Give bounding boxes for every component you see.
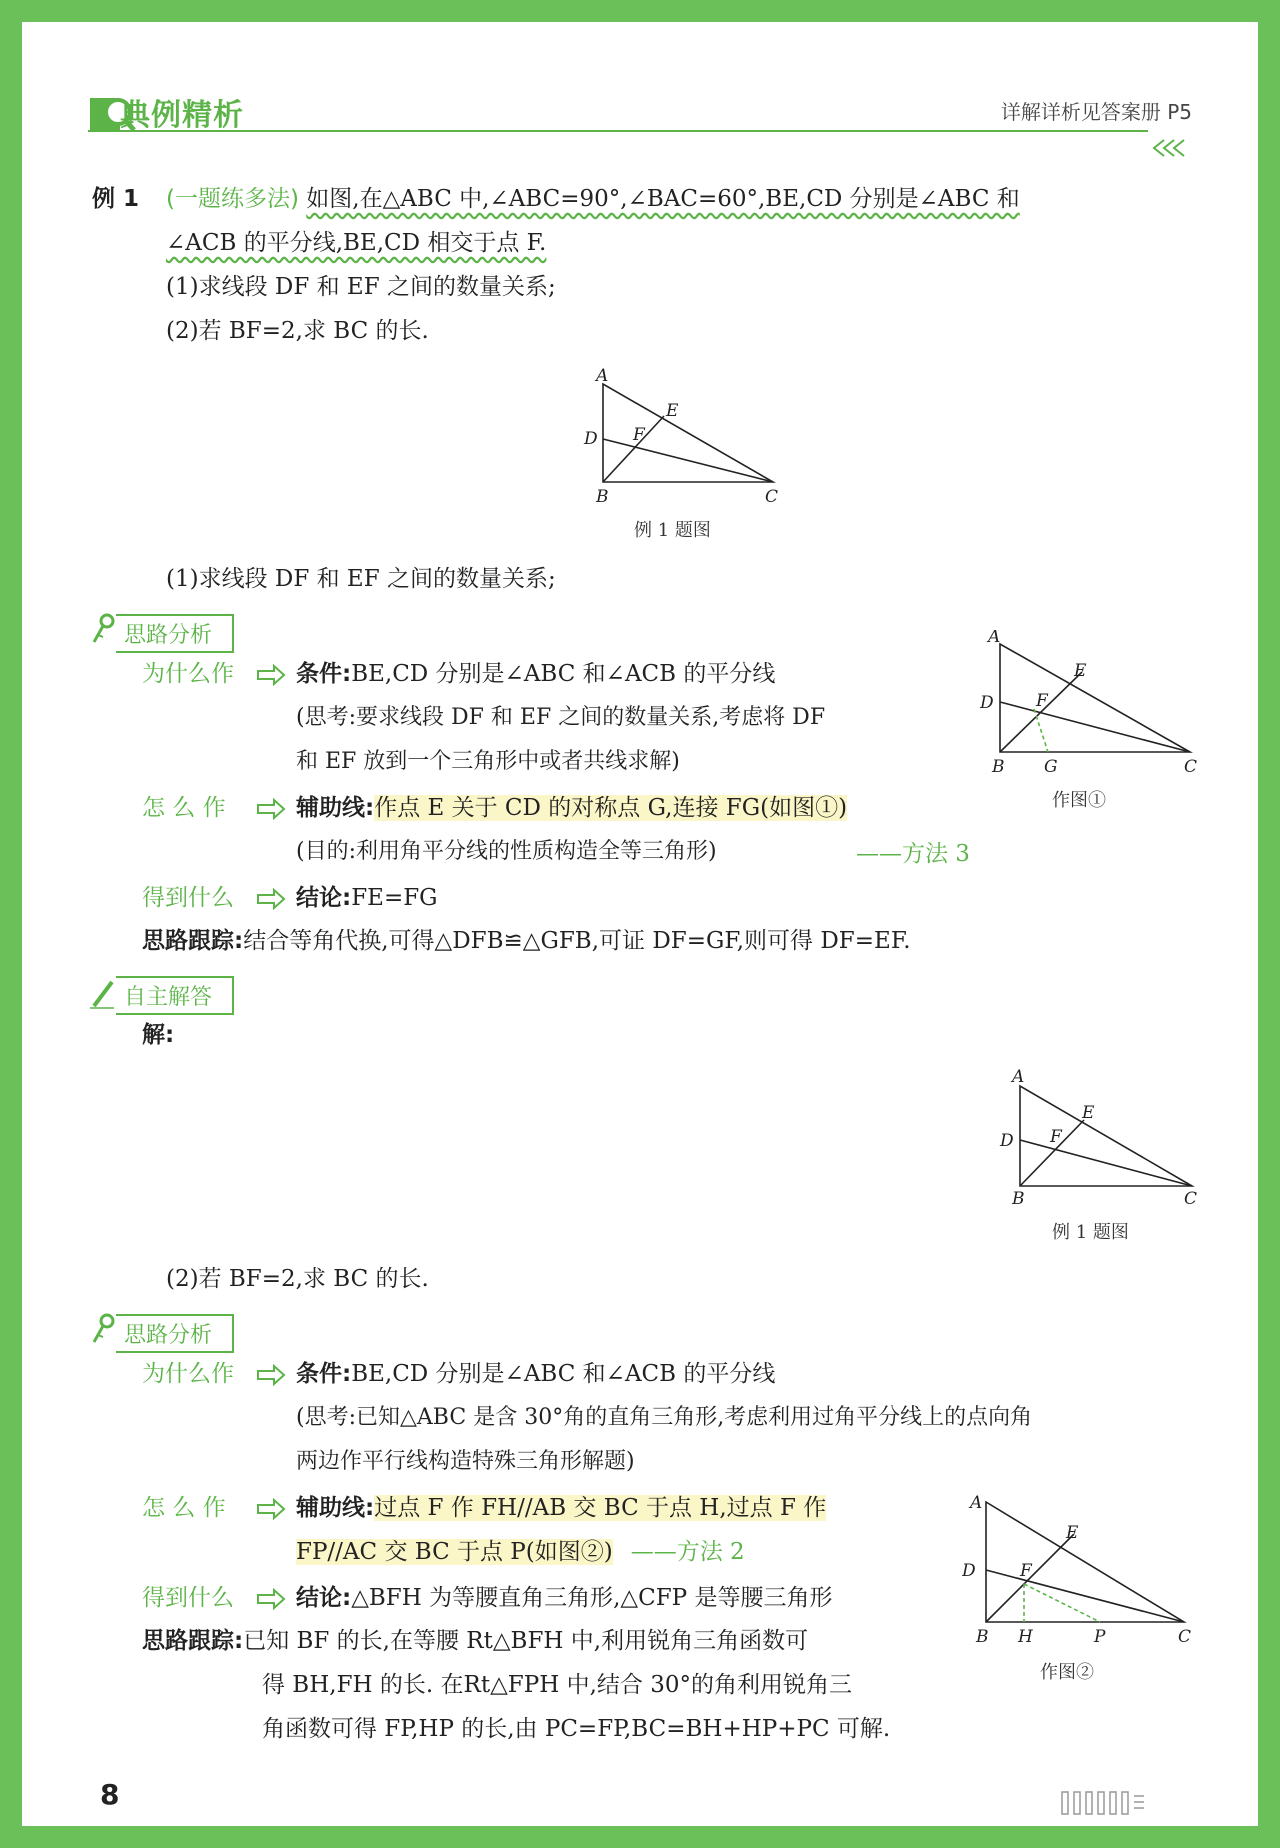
fig2-label-P: P: [1094, 1627, 1106, 1647]
part1-trace-line: [142, 926, 911, 956]
part1-why-label: 为什么作: [142, 661, 234, 687]
part2-how-key: 辅助线:: [296, 1495, 375, 1521]
solution-label: 解:: [142, 1022, 175, 1048]
part1-how-line: [296, 793, 847, 823]
part2-get-text: △BFH 为等腰直角三角形,△CFP 是等腰三角形: [351, 1585, 833, 1611]
label-D: D: [584, 429, 598, 449]
arrow-icon: [256, 798, 286, 820]
label-C: C: [765, 487, 779, 507]
example-tag: (一题练多法): [166, 186, 299, 212]
example-q2: (2)若 BF=2,求 BC 的长.: [166, 318, 429, 344]
self-answer-label: 自主解答: [116, 976, 234, 1015]
fig1-label-D: D: [980, 693, 994, 713]
fig1-label-G: G: [1044, 757, 1058, 777]
key-icon: [90, 612, 116, 646]
part2-trace-line-2: 得 BH,FH 的长. 在Rt△FPH 中,结合 30°的角利用锐角三: [262, 1672, 852, 1698]
section-title: 典例精析: [120, 98, 244, 133]
part2-analysis-label: 思路分析: [116, 1314, 234, 1353]
part2-how-text-2: FP//AC 交 BC 于点 P(如图②): [296, 1539, 613, 1565]
part2-question: (2)若 BF=2,求 BC 的长.: [166, 1266, 429, 1292]
example-text-1: 如图,在△ABC 中,∠ABC=90°,∠BAC=60°,BE,CD 分别是∠ABC 和: [306, 186, 1020, 212]
header-rule: [88, 130, 1148, 132]
part2-method: ——方法 2: [630, 1539, 745, 1565]
fig1-label-A: A: [988, 630, 1001, 647]
label-E: E: [666, 401, 679, 421]
answer-reference: 详解详析见答案册 P5: [1000, 100, 1192, 124]
part1-why-line: [296, 659, 775, 689]
part1-method: ——方法 3: [856, 841, 970, 867]
fig1-label-F: F: [1036, 691, 1048, 711]
fig3-label-E: E: [1082, 1103, 1095, 1123]
example-label: 例 1: [92, 186, 140, 212]
part1-analysis-label: 思路分析: [116, 614, 234, 653]
fig3-label-F: F: [1050, 1127, 1062, 1147]
part2-how-line-2: [296, 1537, 745, 1567]
part2-think-2: 两边作平行线构造特殊三角形解题): [296, 1449, 635, 1474]
example-figure-caption: 例 1 题图: [634, 520, 711, 541]
chevrons-icon: [1150, 136, 1190, 160]
label-A: A: [596, 366, 609, 386]
fig3-label-A: A: [1012, 1067, 1025, 1087]
example-line-2: ∠ACB 的平分线,BE,CD 相交于点 F.: [166, 230, 547, 256]
part2-how-text-1: 过点 F 作 FH//AB 交 BC 于点 H,过点 F 作: [374, 1495, 827, 1521]
part2-trace-line-3: 角函数可得 FP,HP 的长,由 PC=FP,BC=BH+HP+PC 可解.: [262, 1716, 891, 1742]
fig1-label-E: E: [1074, 661, 1087, 681]
part1-why-text: BE,CD 分别是∠ABC 和∠ACB 的平分线: [351, 661, 776, 687]
example-line-1: [166, 184, 1020, 214]
label-F: F: [633, 425, 645, 445]
fig3-label-D: D: [1000, 1131, 1014, 1151]
part2-think-1: (思考:已知△ABC 是含 30°角的直角三角形,考虑利用过角平分线上的点向角: [296, 1405, 1033, 1430]
fig1-label-B: B: [992, 757, 1005, 777]
fig3-label-B: B: [1012, 1189, 1025, 1209]
part1-get-line: [296, 883, 438, 913]
example-figure-repeat: [996, 1064, 1206, 1214]
label-B: B: [596, 487, 609, 507]
arrow-icon: [256, 888, 286, 910]
part1-why-key: 条件:: [296, 661, 352, 687]
part1-think-2: 和 EF 放到一个三角形中或者共线求解): [296, 749, 680, 774]
example-q1: (1)求线段 DF 和 EF 之间的数量关系;: [166, 274, 556, 300]
part1-get-text: FE=FG: [351, 885, 438, 911]
part2-trace-line-1: [142, 1626, 808, 1656]
part1-get-label: 得到什么: [142, 885, 234, 911]
part2-why-label: 为什么作: [142, 1361, 234, 1387]
fig2-label-A: A: [970, 1493, 983, 1513]
fig3-label-C: C: [1184, 1189, 1198, 1209]
construction-figure-2-caption: 作图②: [1040, 1662, 1094, 1683]
example-figure-repeat-caption: 例 1 题图: [1052, 1222, 1129, 1243]
arrow-icon: [256, 1364, 286, 1386]
arrow-icon: [256, 1498, 286, 1520]
example-figure: [578, 364, 798, 514]
fig2-label-E: E: [1066, 1523, 1079, 1543]
part1-how-text: 作点 E 关于 CD 的对称点 G,连接 FG(如图①): [374, 795, 848, 821]
construction-figure-1-caption: 作图①: [1052, 790, 1106, 811]
part2-why-line: [296, 1359, 775, 1389]
part2-why-text: BE,CD 分别是∠ABC 和∠ACB 的平分线: [351, 1361, 776, 1387]
part2-why-key: 条件:: [296, 1361, 352, 1387]
fig2-label-F: F: [1020, 1561, 1032, 1581]
part2-get-label: 得到什么: [142, 1585, 234, 1611]
part1-get-key: 结论:: [296, 885, 352, 911]
fig2-label-C: C: [1178, 1627, 1192, 1647]
construction-figure-2: [962, 1488, 1202, 1658]
part2-get-key: 结论:: [296, 1585, 352, 1611]
part2-get-line: [296, 1583, 832, 1613]
part2-trace-1: 已知 BF 的长,在等腰 Rt△BFH 中,利用锐角三角函数可: [243, 1628, 809, 1654]
fig1-label-C: C: [1184, 757, 1198, 777]
part1-how-key: 辅助线:: [296, 795, 375, 821]
part2-how-label: 怎 么 作: [142, 1495, 226, 1521]
key-icon: [90, 1312, 116, 1346]
construction-figure-1: [978, 630, 1208, 780]
part1-how-label: 怎 么 作: [142, 795, 226, 821]
part1-trace-text: 结合等角代换,可得△DFB≌△GFB,可证 DF=GF,则可得 DF=EF.: [243, 928, 911, 954]
arrow-icon: [256, 664, 286, 686]
part2-how-line-1: [296, 1493, 826, 1523]
part1-think-1: (思考:要求线段 DF 和 EF 之间的数量关系,考虑将 DF: [296, 705, 826, 730]
part2-trace-label: 思路跟踪:: [142, 1628, 244, 1654]
arrow-icon: [256, 1588, 286, 1610]
footer-bars-icon: [1060, 1788, 1260, 1818]
fig2-label-D: D: [962, 1561, 976, 1581]
pencil-icon: [88, 976, 118, 1010]
part1-purpose: (目的:利用角平分线的性质构造全等三角形): [296, 839, 717, 864]
part1-trace-label: 思路跟踪:: [142, 928, 244, 954]
part1-question: (1)求线段 DF 和 EF 之间的数量关系;: [166, 566, 556, 592]
page-number: 8: [100, 1778, 120, 1811]
fig2-label-H: H: [1018, 1627, 1033, 1647]
fig2-label-B: B: [976, 1627, 989, 1647]
